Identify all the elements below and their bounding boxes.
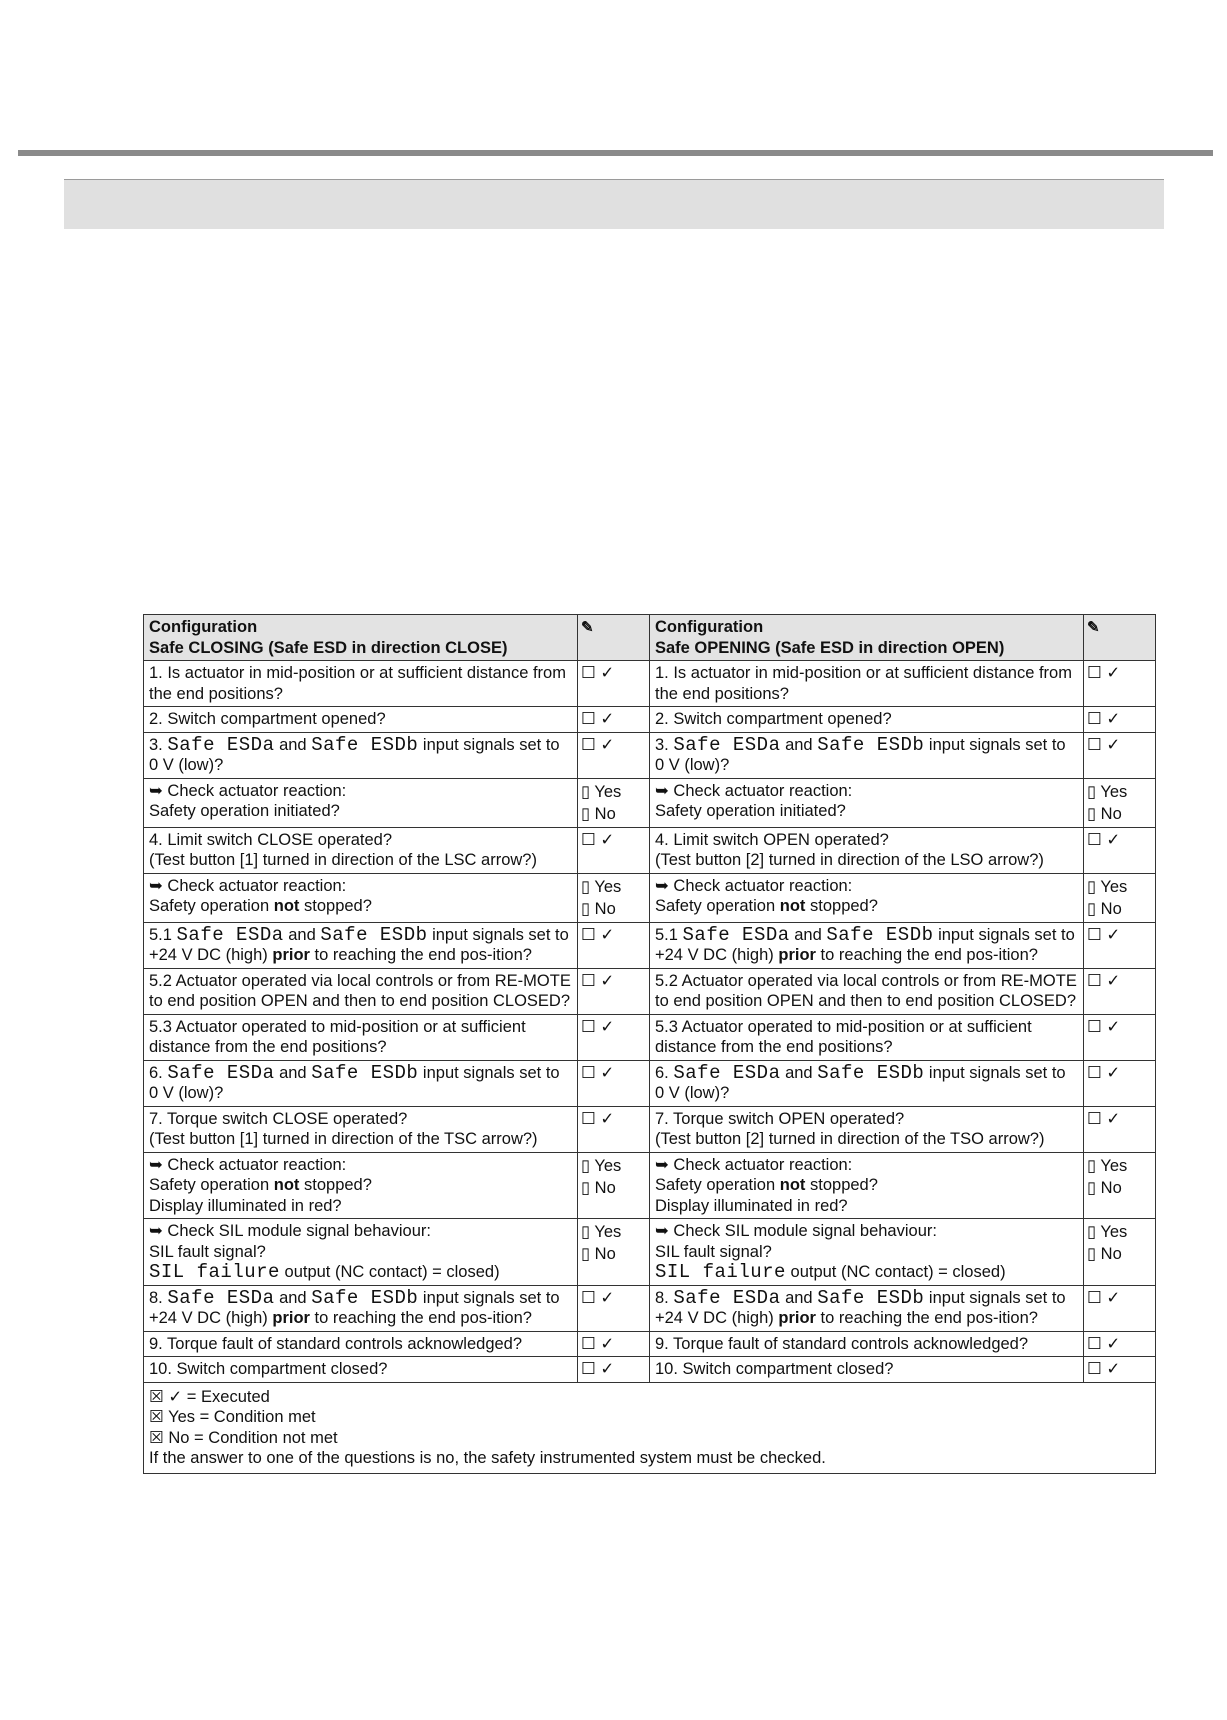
- table-row: [144, 661, 1156, 707]
- yes-no-choice[interactable]: ▯ Yes ▯ No: [1084, 1219, 1156, 1286]
- legend-executed: ☒ ✓ = Executed: [149, 1387, 270, 1406]
- step-1-close: 1. Is actuator in mid-position or at sufficient distance from the end positions?: [144, 661, 578, 707]
- checkbox[interactable]: ☐ ✓: [578, 732, 650, 778]
- step-3-close: 3. Safe ESDa and Safe ESDb input signals set to 0 V (low)?: [144, 732, 578, 778]
- header-open: Configuration Safe OPENING (Safe ESD in direction OPEN): [650, 615, 1084, 661]
- pencil-icon: ✎: [1084, 615, 1156, 661]
- step-5-3-open: 5.3 Actuator operated to mid-position or at sufficient distance from the end positions?: [650, 1014, 1084, 1060]
- step-4-open: 4. Limit switch OPEN operated? (Test button [2] turned in direction of the LSO arrow?): [650, 827, 1084, 873]
- checkbox[interactable]: ☐ ✓: [1084, 1285, 1156, 1331]
- table-row: [144, 1219, 1156, 1286]
- table-row: [144, 1357, 1156, 1383]
- table-row: [144, 922, 1156, 968]
- checkbox[interactable]: ☐ ✓: [578, 968, 650, 1014]
- checkbox[interactable]: ☐ ✓: [1084, 707, 1156, 733]
- checkbox[interactable]: ☐ ✓: [1084, 827, 1156, 873]
- table-row: [144, 873, 1156, 922]
- legend-note: If the answer to one of the questions is no, the safety instrumented system must be checked.: [149, 1449, 826, 1467]
- step-5-1-close: 5.1 Safe ESDa and Safe ESDb input signals set to +24 V DC (high) prior to reaching the end pos-ition?: [144, 922, 578, 968]
- checkbox[interactable]: ☐ ✓: [1084, 732, 1156, 778]
- yes-no-choice[interactable]: ▯ Yes ▯ No: [578, 1219, 650, 1286]
- sil-check-open: ➥ Check SIL module signal behaviour: SIL fault signal? SIL failure output (NC contact) = closed): [650, 1219, 1084, 1286]
- checkbox[interactable]: ☐ ✓: [1084, 1014, 1156, 1060]
- checkbox[interactable]: ☐ ✓: [1084, 661, 1156, 707]
- table-row: [144, 1331, 1156, 1357]
- safety-checklist-table: [143, 614, 1156, 1474]
- header-rule: [18, 150, 1213, 156]
- reaction-check-open: ➥ Check actuator reaction: Safety operation not stopped? Display illuminated in red?: [650, 1152, 1084, 1219]
- step-9-open: 9. Torque fault of standard controls acknowledged?: [650, 1331, 1084, 1357]
- reaction-check-open: ➥ Check actuator reaction: Safety operation not stopped?: [650, 873, 1084, 922]
- checkbox[interactable]: ☐ ✓: [578, 1014, 650, 1060]
- yes-no-choice[interactable]: ▯ Yes ▯ No: [1084, 778, 1156, 827]
- legend-row: [144, 1382, 1156, 1473]
- checkbox[interactable]: ☐ ✓: [1084, 1106, 1156, 1152]
- yes-no-choice[interactable]: ▯ Yes ▯ No: [578, 1152, 650, 1219]
- reaction-check-close: ➥ Check actuator reaction: Safety operation not stopped? Display illuminated in red?: [144, 1152, 578, 1219]
- table-row: [144, 707, 1156, 733]
- step-7-open: 7. Torque switch OPEN operated? (Test button [2] turned in direction of the TSO arrow?): [650, 1106, 1084, 1152]
- checkbox[interactable]: ☐ ✓: [578, 661, 650, 707]
- pencil-icon: ✎: [578, 615, 650, 661]
- yes-no-choice[interactable]: ▯ Yes ▯ No: [1084, 873, 1156, 922]
- table-row: [144, 1014, 1156, 1060]
- table-row: [144, 732, 1156, 778]
- reaction-check-close: ➥ Check actuator reaction: Safety operation not stopped?: [144, 873, 578, 922]
- step-10-close: 10. Switch compartment closed?: [144, 1357, 578, 1383]
- checkbox[interactable]: ☐ ✓: [1084, 922, 1156, 968]
- step-5-2-open: 5.2 Actuator operated via local controls or from RE-MOTE to end position OPEN and then to end position CLOSED?: [650, 968, 1084, 1014]
- legend-condition-not-met: ☒ No = Condition not met: [149, 1428, 338, 1447]
- step-8-close: 8. Safe ESDa and Safe ESDb input signals set to +24 V DC (high) prior to reaching the end pos-ition?: [144, 1285, 578, 1331]
- section-heading-bar: [64, 179, 1164, 229]
- table-row: [144, 1060, 1156, 1106]
- step-8-open: 8. Safe ESDa and Safe ESDb input signals set to +24 V DC (high) prior to reaching the end pos-ition?: [650, 1285, 1084, 1331]
- step-1-open: 1. Is actuator in mid-position or at sufficient distance from the end positions?: [650, 661, 1084, 707]
- step-5-2-close: 5.2 Actuator operated via local controls or from RE-MOTE to end position OPEN and then to end position CLOSED?: [144, 968, 578, 1014]
- table-row: [144, 827, 1156, 873]
- header-close: Configuration Safe CLOSING (Safe ESD in direction CLOSE): [144, 615, 578, 661]
- step-3-open: 3. Safe ESDa and Safe ESDb input signals set to 0 V (low)?: [650, 732, 1084, 778]
- legend: [144, 1382, 1156, 1473]
- step-5-3-close: 5.3 Actuator operated to mid-position or at sufficient distance from the end positions?: [144, 1014, 578, 1060]
- step-10-open: 10. Switch compartment closed?: [650, 1357, 1084, 1383]
- reaction-check-open: ➥ Check actuator reaction: Safety operation initiated?: [650, 778, 1084, 827]
- checkbox[interactable]: ☐ ✓: [578, 827, 650, 873]
- yes-no-choice[interactable]: ▯ Yes ▯ No: [578, 778, 650, 827]
- table-header-row: [144, 615, 1156, 661]
- reaction-check-close: ➥ Check actuator reaction: Safety operation initiated?: [144, 778, 578, 827]
- step-6-close: 6. Safe ESDa and Safe ESDb input signals set to 0 V (low)?: [144, 1060, 578, 1106]
- checkbox[interactable]: ☐ ✓: [578, 707, 650, 733]
- step-4-close: 4. Limit switch CLOSE operated? (Test button [1] turned in direction of the LSC arrow?): [144, 827, 578, 873]
- table-row: [144, 1152, 1156, 1219]
- table-row: [144, 1285, 1156, 1331]
- checkbox[interactable]: ☐ ✓: [578, 1285, 650, 1331]
- checkbox[interactable]: ☐ ✓: [578, 1106, 650, 1152]
- table-row: [144, 968, 1156, 1014]
- checkbox[interactable]: ☐ ✓: [578, 922, 650, 968]
- step-2-close: 2. Switch compartment opened?: [144, 707, 578, 733]
- checkbox[interactable]: ☐ ✓: [578, 1060, 650, 1106]
- step-2-open: 2. Switch compartment opened?: [650, 707, 1084, 733]
- step-6-open: 6. Safe ESDa and Safe ESDb input signals set to 0 V (low)?: [650, 1060, 1084, 1106]
- sil-check-close: ➥ Check SIL module signal behaviour: SIL fault signal? SIL failure output (NC contact) = closed): [144, 1219, 578, 1286]
- checkbox[interactable]: ☐ ✓: [1084, 1331, 1156, 1357]
- step-5-1-open: 5.1 Safe ESDa and Safe ESDb input signals set to +24 V DC (high) prior to reaching the end pos-ition?: [650, 922, 1084, 968]
- checkbox[interactable]: ☐ ✓: [1084, 968, 1156, 1014]
- table-row: [144, 778, 1156, 827]
- checkbox[interactable]: ☐ ✓: [578, 1331, 650, 1357]
- step-9-close: 9. Torque fault of standard controls acknowledged?: [144, 1331, 578, 1357]
- legend-condition-met: ☒ Yes = Condition met: [149, 1408, 316, 1426]
- yes-no-choice[interactable]: ▯ Yes ▯ No: [578, 873, 650, 922]
- checkbox[interactable]: ☐ ✓: [1084, 1357, 1156, 1383]
- yes-no-choice[interactable]: ▯ Yes ▯ No: [1084, 1152, 1156, 1219]
- checkbox[interactable]: ☐ ✓: [578, 1357, 650, 1383]
- checkbox[interactable]: ☐ ✓: [1084, 1060, 1156, 1106]
- table-row: [144, 1106, 1156, 1152]
- step-7-close: 7. Torque switch CLOSE operated? (Test button [1] turned in direction of the TSC arrow?): [144, 1106, 578, 1152]
